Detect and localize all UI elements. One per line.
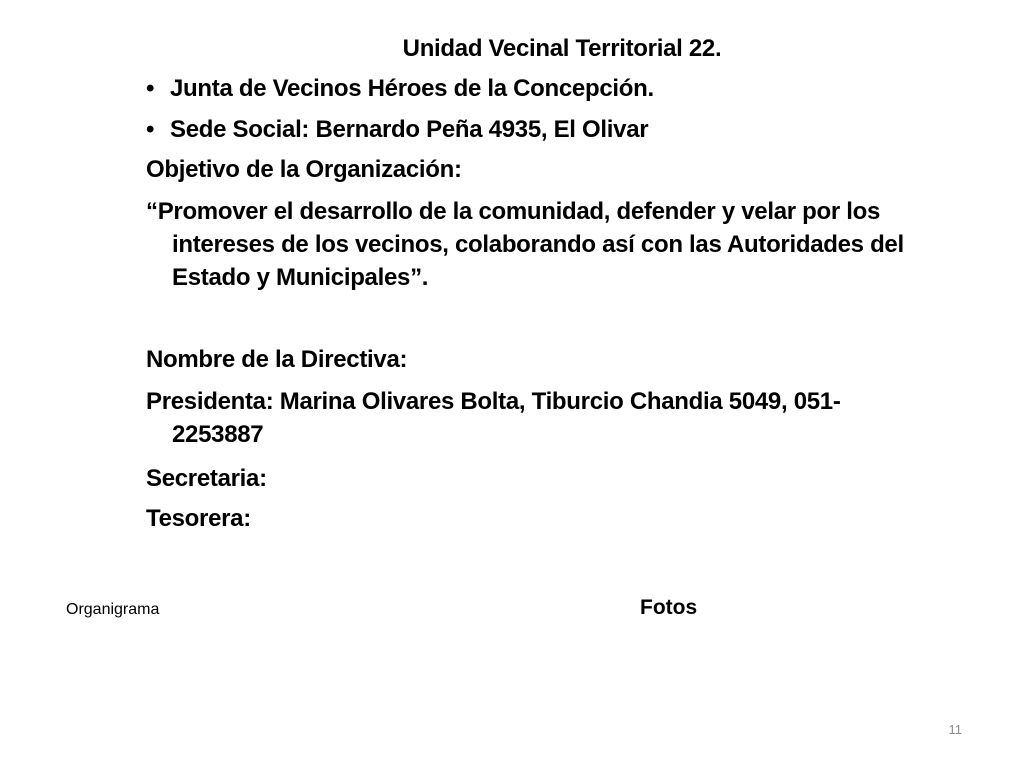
tesorera-label: Tesorera: (146, 505, 251, 532)
directiva-heading: Nombre de la Directiva: (146, 346, 408, 373)
fotos-label: Fotos (640, 596, 698, 619)
bullet-icon: • (146, 75, 155, 102)
organigrama-label: Organigrama (66, 601, 160, 618)
objective-heading: Objetivo de la Organización: (146, 156, 462, 183)
secretaria-label: Secretaria: (146, 465, 267, 492)
objective-text: “Promover el desarrollo de la comunidad, defender y velar por los intereses de los vecinos, colaborando así con las Autoridades del Estado y Municipales”. (146, 198, 904, 291)
bullet-icon: • (146, 116, 155, 143)
presidenta-text: Presidenta: Marina Olivares Bolta, Tiburcio Chandia 5049, 051-2253887 (146, 388, 841, 448)
bullet-item-junta (146, 72, 654, 105)
bullet-item-sede (146, 113, 648, 146)
slide-title: Unidad Vecinal Territorial 22. (402, 35, 722, 62)
page-number: 11 (948, 722, 962, 737)
bullet-text: Junta de Vecinos Héroes de la Concepción. (170, 75, 654, 102)
bullet-text: Sede Social: Bernardo Peña 4935, El Olivar (170, 116, 649, 143)
